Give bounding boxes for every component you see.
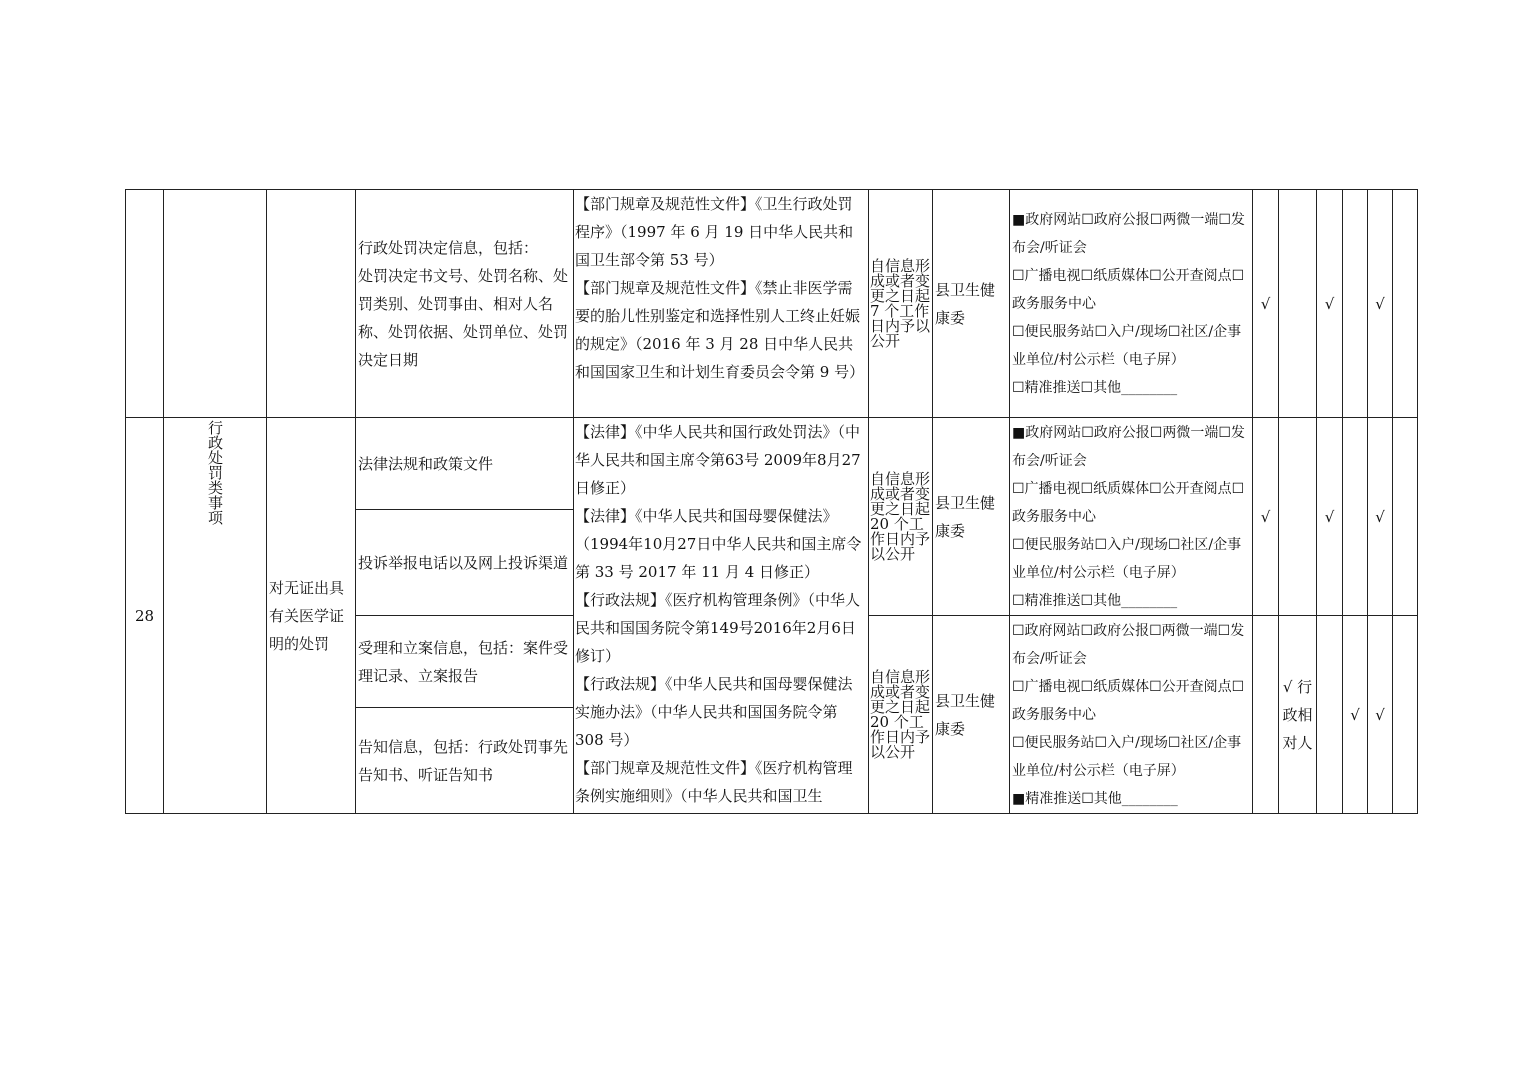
basis-entry: 【部门规章及规范性文件】《卫生行政处罚程序》（1997 年 6 月 19 日中华人民共和国卫生部令第 53 号） xyxy=(575,195,854,269)
check-mark xyxy=(1343,418,1368,616)
cell-subject: 县卫生健康委 xyxy=(933,418,1010,616)
channel-line: ■精准推送☐其他________ xyxy=(1012,790,1178,807)
basis-entry: 【行政法规】《医疗机构管理条例》（中华人民共和国国务院令第149号2016年2月6日修订） xyxy=(575,591,861,665)
basis-entry: 【法律】《中华人民共和国母婴保健法》（1994年10月27日中华人民共和国主席令第 33 号 2017 年 11 月 4 日修正） xyxy=(575,507,862,581)
basis-entry: 【部门规章及规范性文件】《医疗机构管理条例实施细则》（中华人民共和国卫生 xyxy=(575,759,853,805)
disclosure-table xyxy=(125,189,1418,814)
channel-line: ■政府网站☐政府公报☐两微一端☐发布会/听证会 xyxy=(1012,424,1245,469)
cell-content: 法律法规和政策文件 xyxy=(356,418,574,510)
cell-content: 受理和立案信息，包括：案件受理记录、立案报告 xyxy=(356,616,574,708)
check-mark: √ xyxy=(1317,418,1343,616)
check-mark: √ xyxy=(1368,418,1393,616)
content-heading: 行政处罚决定信息，包括： xyxy=(358,238,539,257)
cell-channels xyxy=(1010,616,1253,814)
cell-category xyxy=(164,190,267,418)
check-mark: √ xyxy=(1368,190,1393,418)
cell-content: 投诉举报电话以及网上投诉渠道 xyxy=(356,510,574,616)
cell-content xyxy=(356,190,574,418)
cell-time-limit: 自信息形成或者变更之日起 7 个工作日内予以公开 xyxy=(869,190,933,418)
cell-number: 28 xyxy=(126,418,164,814)
cell-item: 对无证出具有关医学证明的处罚 xyxy=(267,418,356,814)
check-mark: √ xyxy=(1368,616,1393,814)
channel-line: ☐精准推送☐其他________ xyxy=(1012,592,1178,609)
category-label: 行政处罚类事项 xyxy=(206,420,224,525)
check-mark: √ xyxy=(1253,418,1279,616)
basis-entry: 【部门规章及规范性文件】《禁止非医学需要的胎儿性别鉴定和选择性别人工终止妊娠的规定》（2016 年 3 月 28 日中华人民共和国国家卫生和计划生育委员会令第 9 号） xyxy=(575,279,865,381)
check-mark: √ xyxy=(1343,616,1368,814)
channel-line: ☐广播电视☐纸质媒体☐公开查阅点☐政务服务中心 xyxy=(1012,678,1245,723)
channel-line: ☐广播电视☐纸质媒体☐公开查阅点☐政务服务中心 xyxy=(1012,480,1245,525)
cell-channels xyxy=(1010,418,1253,616)
check-mark: √ 行政相对人 xyxy=(1279,616,1317,814)
check-mark xyxy=(1343,190,1368,418)
cell-content: 告知信息，包括：行政处罚事先告知书、听证告知书 xyxy=(356,708,574,814)
cell-channels xyxy=(1010,190,1253,418)
cell-basis xyxy=(574,190,869,418)
cell-subject: 县卫生健康委 xyxy=(933,616,1010,814)
table-row xyxy=(126,418,1418,510)
content-detail: 处罚决定书文号、处罚名称、处罚类别、处罚事由、相对人名称、处罚依据、处罚单位、处罚决定日期 xyxy=(358,266,569,369)
cell-time-limit: 自信息形成或者变更之日起 20 个工作日内予以公开 xyxy=(869,418,933,616)
cell-basis xyxy=(574,418,869,814)
cell-subject: 县卫生健康委 xyxy=(933,190,1010,418)
cell-category xyxy=(164,418,267,814)
basis-entry: 【行政法规】《中华人民共和国母婴保健法实施办法》（中华人民共和国国务院令第 308 号） xyxy=(575,675,853,749)
cell-item xyxy=(267,190,356,418)
basis-entry: 【法律】《中华人民共和国行政处罚法》（中华人民共和国主席令第63号 2009年8月27日修正） xyxy=(575,423,861,497)
check-mark xyxy=(1393,616,1418,814)
check-mark xyxy=(1279,418,1317,616)
channel-line: ☐便民服务站☐入户/现场☐社区/企事业单位/村公示栏（电子屏） xyxy=(1012,323,1242,368)
channel-line: ☐精准推送☐其他________ xyxy=(1012,379,1178,396)
cell-time-limit: 自信息形成或者变更之日起 20 个工作日内予以公开 xyxy=(869,616,933,814)
channel-line: ☐便民服务站☐入户/现场☐社区/企事业单位/村公示栏（电子屏） xyxy=(1012,734,1242,779)
check-mark xyxy=(1253,616,1279,814)
check-mark xyxy=(1393,190,1418,418)
cell-number xyxy=(126,190,164,418)
channel-line: ☐政府网站☐政府公报☐两微一端☐发布会/听证会 xyxy=(1012,622,1245,667)
check-mark xyxy=(1393,418,1418,616)
channel-line: ☐便民服务站☐入户/现场☐社区/企事业单位/村公示栏（电子屏） xyxy=(1012,536,1242,581)
check-mark: √ xyxy=(1317,190,1343,418)
check-mark: √ xyxy=(1253,190,1279,418)
table-row xyxy=(126,190,1418,418)
channel-line: ☐广播电视☐纸质媒体☐公开查阅点☐政务服务中心 xyxy=(1012,267,1245,312)
check-mark xyxy=(1317,616,1343,814)
channel-line: ■政府网站☐政府公报☐两微一端☐发布会/听证会 xyxy=(1012,211,1245,256)
check-mark xyxy=(1279,190,1317,418)
